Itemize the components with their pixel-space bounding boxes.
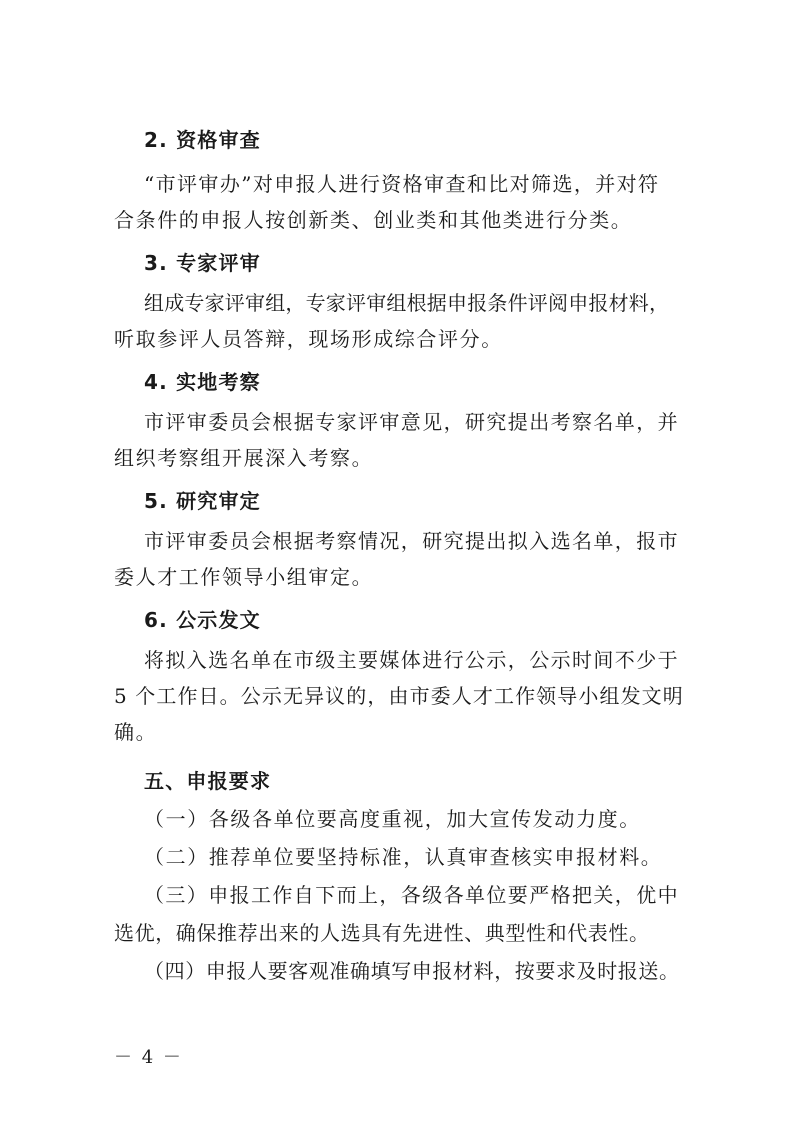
paragraph-line: 合条件的申报人按创新类、创业类和其他类进行分类。 [114, 208, 633, 232]
paragraph-line: 市评审委员会根据专家评审意见，研究提出考察名单，并 [144, 410, 679, 434]
paragraph-line: 组成专家评审组，专家评审组根据申报条件评阅申报材料， [144, 291, 670, 315]
paragraph-line: “市评审办”对申报人进行资格审查和比对筛选，并对符 [144, 172, 660, 196]
page-number: － 4 － [114, 1047, 183, 1068]
paragraph-line: 将拟入选名单在市级主要媒体进行公示，公示时间不少于 [144, 648, 679, 672]
requirement-item-continuation: 选优，确保推荐出来的人选具有先进性、典型性和代表性。 [114, 921, 650, 945]
section-heading-application-requirements: 五、申报要求 [144, 769, 272, 793]
section-heading-research-approval: 5. 研究审定 [144, 489, 261, 513]
requirement-item: （二）推荐单位要坚持标准，认真审查核实申报材料。 [144, 845, 663, 869]
requirement-item: （一）各级各单位要高度重视，加大宣传发动力度。 [144, 807, 641, 831]
paragraph-line: 确。 [114, 720, 158, 744]
section-heading-public-notice: 6. 公示发文 [144, 608, 261, 632]
paragraph-line: 委人才工作领导小组审定。 [114, 565, 374, 589]
section-heading-expert-review: 3. 专家评审 [144, 251, 261, 275]
paragraph-line: 市评审委员会根据考察情况，研究提出拟入选名单，报市 [144, 529, 679, 553]
paragraph-line: 组织考察组开展深入考察。 [114, 446, 374, 470]
paragraph-line: 听取参评人员答辩，现场形成综合评分。 [114, 327, 503, 351]
section-heading-site-inspection: 4. 实地考察 [144, 370, 261, 394]
section-heading-qualification-review: 2. 资格审查 [144, 128, 261, 152]
requirement-item: （四）申报人要客观准确填写申报材料，按要求及时报送。 [144, 959, 680, 983]
paragraph-line: 5 个工作日。公示无异议的，由市委人才工作领导小组发文明 [114, 684, 684, 708]
requirement-item: （三）申报工作自下而上，各级各单位要严格把关，优中 [144, 883, 679, 907]
